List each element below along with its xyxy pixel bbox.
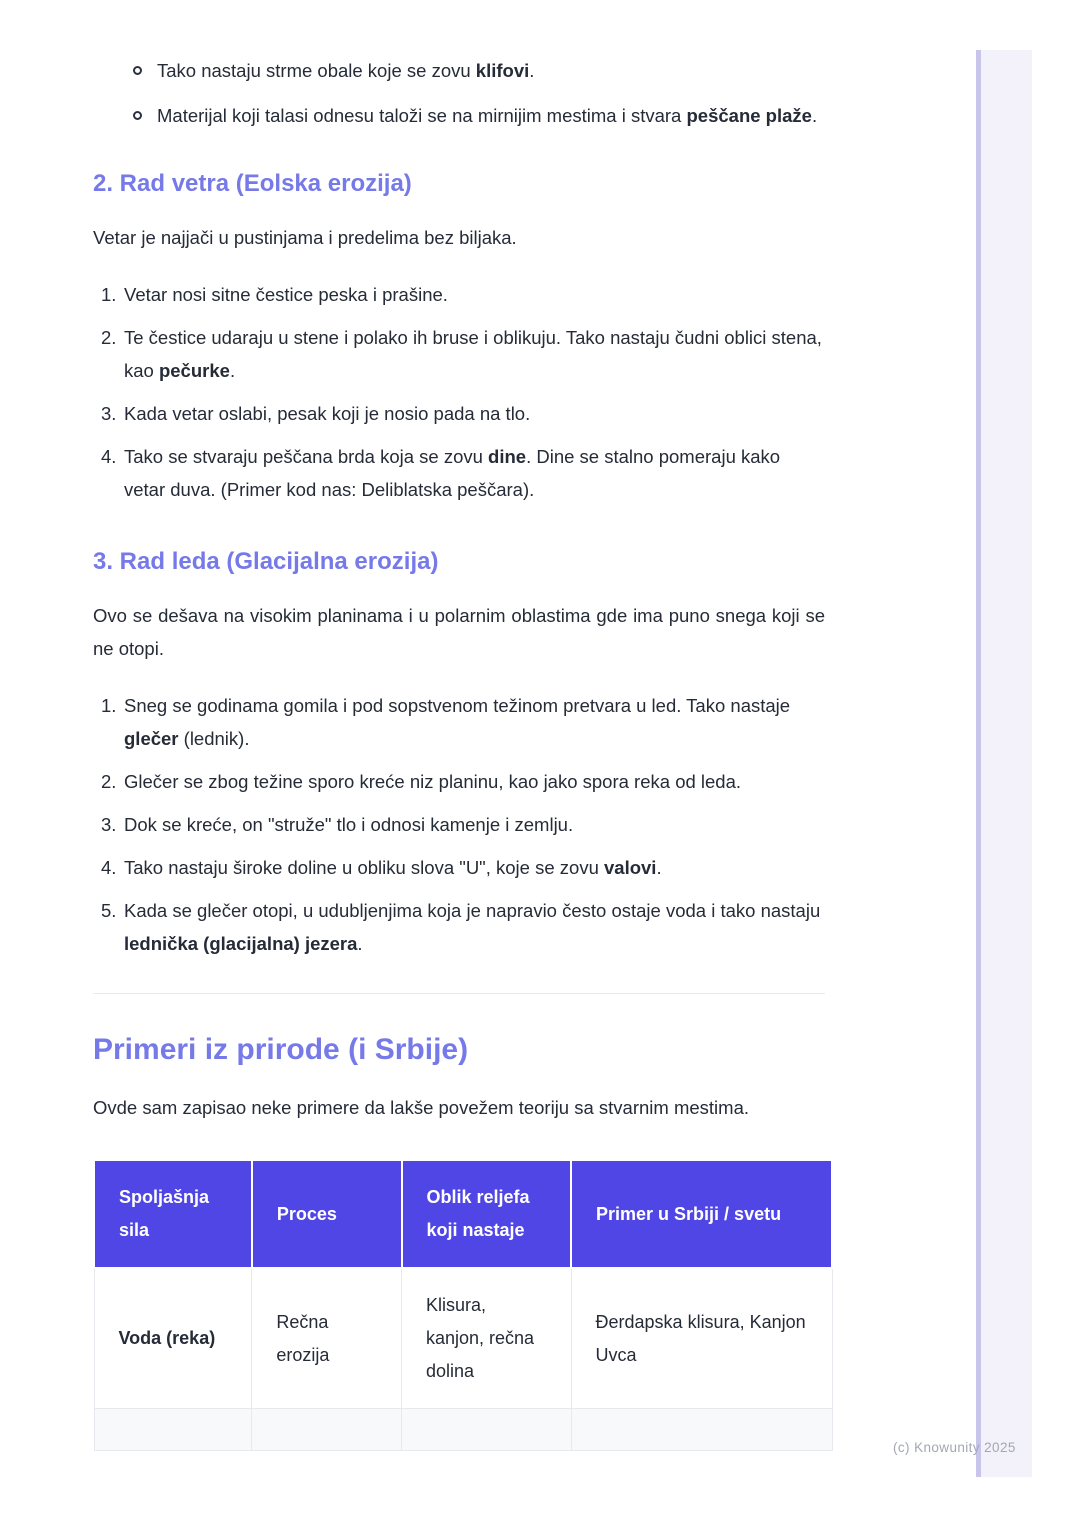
list-item	[93, 397, 825, 430]
table-header-cell: Spoljašnja sila	[94, 1160, 252, 1268]
examples-intro-paragraph: Ovde sam zapisao neke primere da lakše povežem teoriju sa stvarnim mestima.	[93, 1097, 749, 1118]
bullet-item	[157, 54, 825, 87]
circle-bullet-icon	[133, 111, 142, 120]
list-item	[93, 851, 825, 884]
table-header-cell: Proces	[252, 1160, 402, 1268]
bullet-text: Materijal koji talasi odnesu taloži se na mirnijim mestima i stvara peščane plaže.	[157, 105, 818, 126]
examples-table	[93, 1159, 833, 1451]
ice-intro-paragraph: Ovo se dešava na visokim planinama i u polarnim oblastima gde ima puno snega koji se ne otopi.	[93, 605, 825, 659]
list-item-text: Te čestice udaraju u stene i polako ih bruse i oblikuju. Tako nastaju čudni oblici stena, kao pečurke.	[124, 327, 822, 381]
table-header-row	[94, 1160, 832, 1268]
copyright-watermark: (c) Knowunity 2025	[893, 1440, 1016, 1455]
table-cell-landform: Klisura, kanjon, rečna dolina	[402, 1268, 572, 1409]
table-cell	[571, 1409, 832, 1451]
wind-steps-list	[93, 278, 825, 506]
list-number: 3.	[101, 814, 117, 835]
section-divider	[93, 993, 825, 994]
list-number: 2.	[101, 327, 117, 348]
table-header-cell: Primer u Srbiji / svetu	[571, 1160, 832, 1268]
ice-steps-list	[93, 689, 825, 960]
content-column	[93, 0, 825, 1451]
list-item-text: Sneg se godinama gomila i pod sopstvenom težinom pretvara u led. Tako nastaje glečer (lednik).	[124, 695, 791, 749]
list-number: 3.	[101, 403, 117, 424]
table-cell-process: Rečna erozija	[252, 1268, 402, 1409]
next-page-edge	[976, 50, 1032, 1477]
list-number: 4.	[101, 857, 117, 878]
list-number: 5.	[101, 900, 117, 921]
table-cell-force: Voda (reka)	[94, 1268, 252, 1409]
coast-bullet-list	[93, 54, 825, 132]
bullet-text: Tako nastaju strme obale koje se zovu klifovi.	[157, 60, 535, 81]
list-item-text: Vetar nosi sitne čestice peska i prašine.	[124, 284, 448, 305]
list-number: 1.	[101, 695, 117, 716]
list-item	[93, 689, 825, 755]
list-item	[93, 808, 825, 841]
list-item	[93, 278, 825, 311]
table-row	[94, 1268, 832, 1409]
list-number: 1.	[101, 284, 117, 305]
list-item-text: Tako se stvaraju peščana brda koja se zovu dine. Dine se stalno pomeraju kako vetar duva. (Primer kod nas: Deliblatska peščara).	[124, 446, 781, 500]
page-title-examples: Primeri iz prirode (i Srbije)	[93, 1033, 469, 1066]
list-number: 4.	[101, 446, 117, 467]
list-item	[93, 440, 825, 506]
bullet-item	[157, 99, 825, 132]
wind-intro-paragraph: Vetar je najjači u pustinjama i predelima bez biljaka.	[93, 227, 517, 248]
list-item-text: Glečer se zbog težine sporo kreće niz planinu, kao jako spora reka od leda.	[124, 771, 742, 792]
table-cell	[252, 1409, 402, 1451]
list-number: 2.	[101, 771, 117, 792]
table-row-cutoff	[94, 1409, 832, 1451]
list-item-text: Tako nastaju široke doline u obliku slova "U", koje se zovu valovi.	[124, 857, 662, 878]
section-heading-ice: 3. Rad leda (Glacijalna erozija)	[93, 548, 439, 575]
section-heading-wind: 2. Rad vetra (Eolska erozija)	[93, 170, 412, 197]
table-cell-example: Đerdapska klisura, Kanjon Uvca	[571, 1268, 832, 1409]
list-item	[93, 894, 825, 960]
list-item-text: Kada se glečer otopi, u udubljenjima koja je napravio često ostaje voda i tako nastaju lednička (glacijalna) jezera.	[124, 900, 821, 954]
table-cell	[402, 1409, 572, 1451]
table-cell	[94, 1409, 252, 1451]
list-item-text: Dok se kreće, on "struže" tlo i odnosi kamenje i zemlju.	[124, 814, 574, 835]
table-header-cell: Oblik reljefa koji nastaje	[402, 1160, 572, 1268]
circle-bullet-icon	[133, 66, 142, 75]
list-item-text: Kada vetar oslabi, pesak koji je nosio pada na tlo.	[124, 403, 531, 424]
list-item	[93, 765, 825, 798]
list-item	[93, 321, 825, 387]
